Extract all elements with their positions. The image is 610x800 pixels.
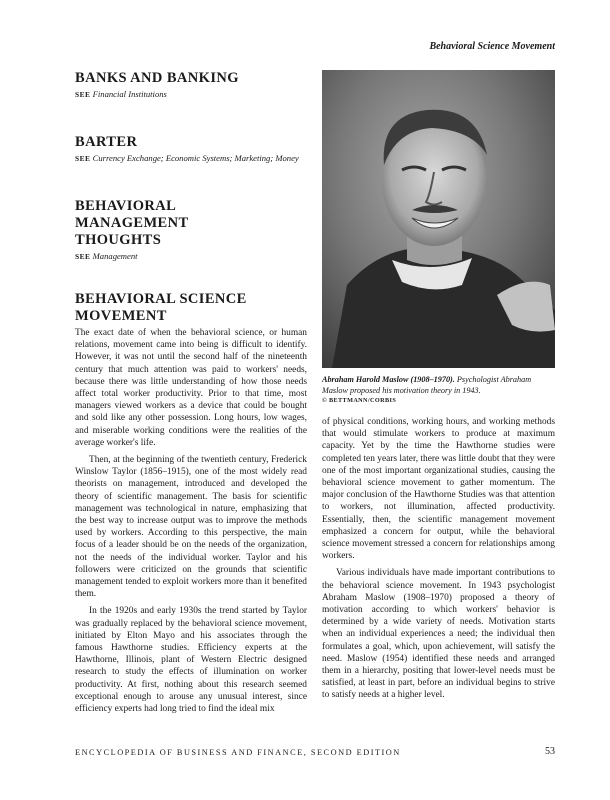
photo-credit: © BETTMANN/CORBIS	[322, 397, 397, 404]
see-label: SEE	[75, 90, 91, 99]
entry-heading-behavioral-science: BEHAVIORAL SCIENCE MOVEMENT	[75, 291, 247, 324]
maslow-photograph	[322, 70, 555, 368]
caption-name: Abraham Harold Maslow (1908–1970).	[322, 375, 455, 384]
see-reference-behavioral-management	[75, 250, 307, 263]
body-paragraph: In the 1920s and early 1930s the trend started by Taylor was gradually replaced by the behavioral science movement, initiated by Elton Mayo and his associates through the famous Hawthorne studies. Efficiency experts at the Hawthorne, Illinois, plant of Western Electric designed research to study the effects of illumination on worker productivity. At first, nothing about this research seemed exceptional enough to arouse any unusual interest, since efficiency experts had long tried to find the ideal mix	[75, 606, 307, 715]
page-number: 53	[545, 746, 555, 757]
body-paragraph: Various individuals have made important contributions to the behavioral science movement. In 1943 psychologist Abraham Maslow (1908–1970) proposed a theory of motivation according to which workers' behavior is determined by a wide variety of needs. Motivation starts when an individual experiences a need; the individual then formulates a goal, which, upon achievement, will satisfy the need. Maslow (1954) identified these needs and arranged them in a hierarchy, positing that lower-level needs must be satisfied, at least in part, before an individual begins to strive to satisfy needs at a higher level.	[322, 568, 555, 701]
entry-heading-banks: BANKS AND BANKING	[75, 70, 239, 86]
see-link-text[interactable]: Currency Exchange; Economic Systems; Marketing; Money	[92, 153, 299, 163]
body-paragraph: of physical conditions, working hours, and working methods that would stimulate workers to produce at maximum capacity. Yet by the time the Hawthorne studies were completed ten years later, there was little doubt that they were one of the most important organizational studies, causing the behavioral science movement to gather momentum. The major conclusion of the Hawthorne Studies was that attention to workers, not illumination, affected productivity. Essentially, then, the scientific management movement emphasized a concern for output, while the behavioral science movement stressed a concern for relationships among workers.	[322, 417, 555, 562]
footer-publication: ENCYCLOPEDIA OF BUSINESS AND FINANCE, SECOND EDITION	[75, 748, 401, 757]
caption-description: Psychologist Abraham Maslow proposed his motivation theory in 1943.	[322, 375, 532, 395]
entry-heading-behavioral-management: BEHAVIORAL MANAGEMENT THOUGHTS	[75, 198, 189, 248]
see-reference-barter	[75, 152, 307, 165]
see-link-text[interactable]: Management	[92, 251, 138, 261]
see-reference-banks	[75, 88, 307, 101]
left-column	[75, 70, 307, 715]
see-label: SEE	[75, 252, 91, 261]
portrait-illustration	[322, 70, 555, 368]
see-link-text[interactable]: Financial Institutions	[92, 89, 167, 99]
body-paragraph: Then, at the beginning of the twentieth century, Frederick Winslow Taylor (1856–1915), one of the most widely read theorists on management, introduced and developed the theory of scientific management. The basis for scientific management was technological in nature, emphasizing that the best way to increase output was to improve the methods used by workers. According to this perspective, the main focus of a leader should be on the needs of the organization, not the needs of the individual worker. Taylor and his followers were criticized on the grounds that scientific management tended to exploit workers more than it benefited them.	[75, 455, 307, 600]
see-label: SEE	[75, 154, 91, 163]
right-column	[322, 70, 555, 702]
entry-heading-barter: BARTER	[75, 134, 138, 150]
photo-caption	[322, 375, 555, 396]
body-paragraph: The exact date of when the behavioral science, or human relations, movement came into being is difficult to identify. However, it was not until the second half of the nineteenth century that much attention was paid to workers' needs, because there was little understanding of how those needs affect total worker productivity. Prior to that time, most managers viewed workers as a device that could be bought and sold like any other possession. Long hours, low wages, and miserable working conditions were the realities of the average worker's life.	[75, 328, 307, 448]
running-head: Behavioral Science Movement	[429, 41, 555, 52]
